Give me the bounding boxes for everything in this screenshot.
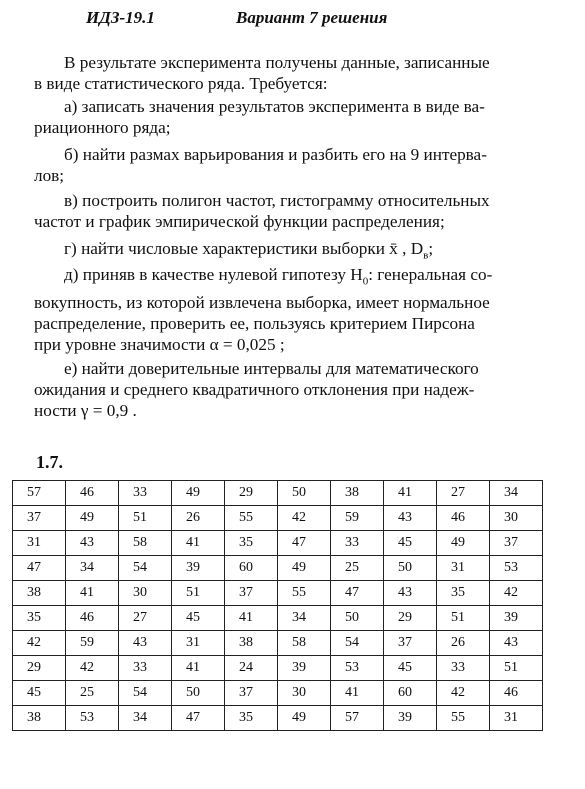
task-a-line-1: а) записать значения результатов эксперимента в виде ва- bbox=[64, 97, 485, 116]
table-cell: 33 bbox=[437, 656, 490, 681]
table-cell: 50 bbox=[331, 606, 384, 631]
table-cell: 45 bbox=[384, 531, 437, 556]
table-row bbox=[13, 556, 543, 581]
table-cell: 26 bbox=[172, 506, 225, 531]
task-f-line-1: е) найти доверительные интервалы для математического bbox=[64, 359, 479, 378]
table-cell: 31 bbox=[172, 631, 225, 656]
table-cell: 49 bbox=[278, 706, 331, 731]
data-table bbox=[12, 480, 543, 731]
table-row bbox=[13, 506, 543, 531]
table-cell: 29 bbox=[13, 656, 66, 681]
table-cell: 53 bbox=[331, 656, 384, 681]
task-d-text: г) найти числовые характеристики выборки x̄ , D bbox=[64, 239, 424, 258]
table-cell: 51 bbox=[119, 506, 172, 531]
table-cell: 31 bbox=[490, 706, 543, 731]
table-cell: 27 bbox=[119, 606, 172, 631]
table-cell: 49 bbox=[66, 506, 119, 531]
table-cell: 34 bbox=[119, 706, 172, 731]
table-cell: 29 bbox=[384, 606, 437, 631]
table-cell: 46 bbox=[490, 681, 543, 706]
table-cell: 33 bbox=[119, 656, 172, 681]
table-cell: 51 bbox=[437, 606, 490, 631]
document-code: ИДЗ-19.1 bbox=[86, 8, 155, 27]
table-cell: 45 bbox=[172, 606, 225, 631]
table-row bbox=[13, 631, 543, 656]
table-cell: 49 bbox=[437, 531, 490, 556]
table-cell: 39 bbox=[490, 606, 543, 631]
table-cell: 43 bbox=[119, 631, 172, 656]
table-cell: 47 bbox=[172, 706, 225, 731]
table-cell: 30 bbox=[119, 581, 172, 606]
table-cell: 31 bbox=[13, 531, 66, 556]
task-e-text-b: : генеральная со- bbox=[368, 265, 493, 284]
table-cell: 47 bbox=[331, 581, 384, 606]
table-row bbox=[13, 606, 543, 631]
table-cell: 58 bbox=[119, 531, 172, 556]
task-b-line-1: б) найти размах варьирования и разбить его на 9 интерва- bbox=[64, 145, 487, 164]
task-e-line-2: вокупность, из которой извлечена выборка, имеет нормальное bbox=[34, 293, 490, 313]
table-cell: 50 bbox=[172, 681, 225, 706]
table-cell: 54 bbox=[119, 556, 172, 581]
table-cell: 45 bbox=[13, 681, 66, 706]
table-cell: 37 bbox=[13, 506, 66, 531]
table-cell: 43 bbox=[384, 581, 437, 606]
task-f bbox=[34, 358, 552, 421]
table-cell: 25 bbox=[331, 556, 384, 581]
table-cell: 46 bbox=[66, 606, 119, 631]
table-cell: 55 bbox=[437, 706, 490, 731]
table-cell: 39 bbox=[172, 556, 225, 581]
table-cell: 54 bbox=[119, 681, 172, 706]
table-cell: 51 bbox=[172, 581, 225, 606]
table-cell: 38 bbox=[331, 481, 384, 506]
table-cell: 54 bbox=[331, 631, 384, 656]
table-cell: 41 bbox=[384, 481, 437, 506]
table-cell: 58 bbox=[278, 631, 331, 656]
table-cell: 42 bbox=[437, 681, 490, 706]
table-cell: 41 bbox=[172, 531, 225, 556]
intro-paragraph bbox=[34, 52, 552, 94]
table-cell: 30 bbox=[490, 506, 543, 531]
table-cell: 46 bbox=[66, 481, 119, 506]
table-cell: 53 bbox=[490, 556, 543, 581]
table-cell: 57 bbox=[13, 481, 66, 506]
table-row bbox=[13, 481, 543, 506]
task-e-line-3: распределение, проверить ее, пользуясь критерием Пирсона bbox=[34, 314, 475, 334]
task-e-line-1 bbox=[34, 264, 552, 292]
table-row bbox=[13, 656, 543, 681]
table-cell: 39 bbox=[278, 656, 331, 681]
task-d-subscript: в bbox=[423, 249, 429, 262]
task-b bbox=[34, 144, 552, 186]
task-b-line-2: лов; bbox=[34, 166, 65, 185]
table-cell: 41 bbox=[66, 581, 119, 606]
table-cell: 38 bbox=[225, 631, 278, 656]
table-cell: 59 bbox=[331, 506, 384, 531]
task-e-subscript: 0 bbox=[362, 275, 369, 288]
table-cell: 34 bbox=[278, 606, 331, 631]
table-cell: 35 bbox=[225, 706, 278, 731]
task-f-line-2: ожидания и среднего квадратичного отклонения при надеж- bbox=[34, 380, 475, 399]
table-cell: 57 bbox=[331, 706, 384, 731]
table-cell: 42 bbox=[278, 506, 331, 531]
table-cell: 33 bbox=[331, 531, 384, 556]
table-cell: 33 bbox=[119, 481, 172, 506]
table-cell: 41 bbox=[225, 606, 278, 631]
table-cell: 35 bbox=[13, 606, 66, 631]
task-d-line-1 bbox=[34, 238, 552, 266]
task-c-line-1: в) построить полигон частот, гистограмму относительных bbox=[64, 191, 490, 210]
table-cell: 43 bbox=[490, 631, 543, 656]
table-row bbox=[13, 581, 543, 606]
table-cell: 34 bbox=[66, 556, 119, 581]
table-cell: 35 bbox=[225, 531, 278, 556]
task-e-text-a: д) приняв в качестве нулевой гипотезу H bbox=[64, 265, 363, 284]
table-cell: 35 bbox=[437, 581, 490, 606]
intro-line-1: В результате эксперимента получены данные, записанные bbox=[64, 53, 490, 72]
table-cell: 49 bbox=[172, 481, 225, 506]
table-cell: 49 bbox=[278, 556, 331, 581]
table-cell: 50 bbox=[278, 481, 331, 506]
table-cell: 24 bbox=[225, 656, 278, 681]
table-cell: 46 bbox=[437, 506, 490, 531]
table-cell: 60 bbox=[225, 556, 278, 581]
task-e-line-4: при уровне значимости α = 0,025 ; bbox=[34, 335, 285, 355]
table-cell: 42 bbox=[66, 656, 119, 681]
task-f-line-3: ности γ = 0,9 . bbox=[34, 401, 137, 420]
table-cell: 47 bbox=[278, 531, 331, 556]
task-d bbox=[34, 238, 552, 266]
table-cell: 59 bbox=[66, 631, 119, 656]
task-c bbox=[34, 190, 552, 232]
table-cell: 42 bbox=[13, 631, 66, 656]
table-cell: 37 bbox=[384, 631, 437, 656]
table-cell: 41 bbox=[331, 681, 384, 706]
intro-line-2: в виде статистического ряда. Требуется: bbox=[34, 74, 328, 93]
table-cell: 50 bbox=[384, 556, 437, 581]
table-cell: 60 bbox=[384, 681, 437, 706]
table-cell: 25 bbox=[66, 681, 119, 706]
table-cell: 39 bbox=[384, 706, 437, 731]
task-a bbox=[34, 96, 552, 138]
table-cell: 29 bbox=[225, 481, 278, 506]
table-cell: 41 bbox=[172, 656, 225, 681]
task-d-end: ; bbox=[428, 239, 434, 258]
table-cell: 26 bbox=[437, 631, 490, 656]
table-cell: 43 bbox=[384, 506, 437, 531]
task-a-line-2: риационного ряда; bbox=[34, 118, 171, 137]
table-cell: 55 bbox=[225, 506, 278, 531]
table-cell: 38 bbox=[13, 706, 66, 731]
table-cell: 51 bbox=[490, 656, 543, 681]
table-cell: 38 bbox=[13, 581, 66, 606]
section-number: 1.7. bbox=[36, 452, 63, 472]
task-c-line-2: частот и график эмпирической функции распределения; bbox=[34, 212, 445, 231]
task-e bbox=[34, 264, 552, 355]
table-cell: 30 bbox=[278, 681, 331, 706]
table-cell: 37 bbox=[490, 531, 543, 556]
table-cell: 37 bbox=[225, 681, 278, 706]
table-row bbox=[13, 706, 543, 731]
table-cell: 42 bbox=[490, 581, 543, 606]
table-cell: 31 bbox=[437, 556, 490, 581]
table-row bbox=[13, 531, 543, 556]
table-cell: 45 bbox=[384, 656, 437, 681]
table-cell: 34 bbox=[490, 481, 543, 506]
table-row bbox=[13, 681, 543, 706]
table-cell: 37 bbox=[225, 581, 278, 606]
table-cell: 27 bbox=[437, 481, 490, 506]
variant-title: Вариант 7 решения bbox=[236, 8, 388, 27]
table-cell: 53 bbox=[66, 706, 119, 731]
table-cell: 43 bbox=[66, 531, 119, 556]
table-cell: 47 bbox=[13, 556, 66, 581]
table-cell: 55 bbox=[278, 581, 331, 606]
